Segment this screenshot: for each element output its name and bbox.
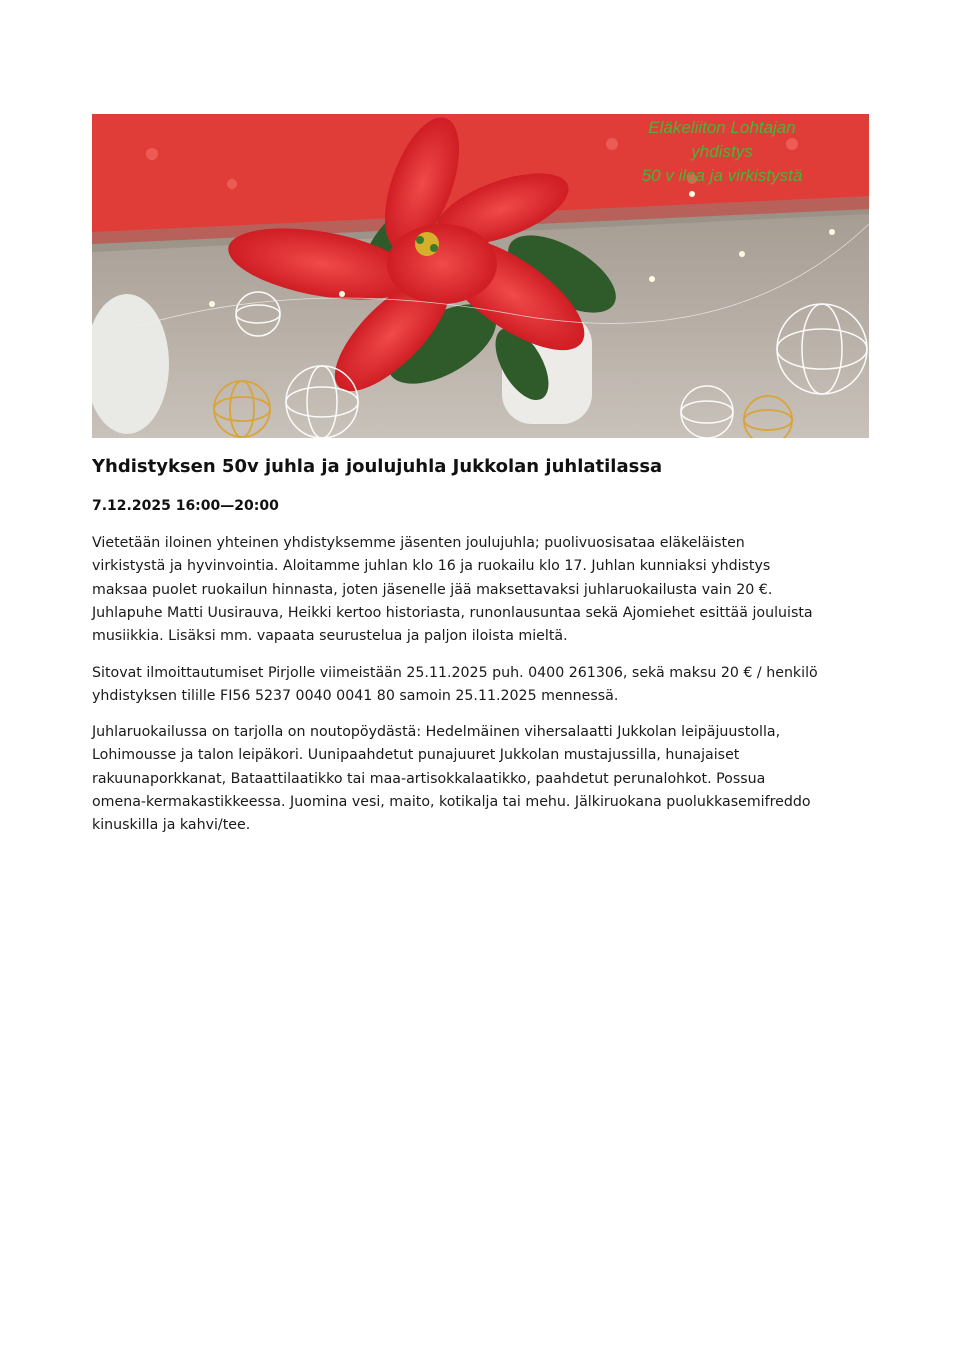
paragraph-line: virkistystä ja hyvinvointia. Aloitamme juhlan klo 16 ja ruokailu klo 17. Juhlan kunniaksi yhdistys (92, 558, 771, 575)
paragraph-line: omena-kermakastikkeessa. Juomina vesi, maito, kotikalja tai mehu. Jälkiruokana puolukkasemifreddo (92, 793, 811, 810)
paragraph-line: musiikkia. Lisäksi mm. vapaata seurustelua ja paljon iloista mieltä. (92, 628, 568, 645)
paragraph-line: Juhlaruokailussa on tarjolla on noutopöydästä: Hedelmäinen vihersalaatti Jukkolan leipäjuustolla, (92, 724, 781, 740)
banner-overlay-text (572, 116, 869, 188)
banner-line-3: 50 v iloa ja virkistystä (641, 166, 803, 185)
paragraph-line: maksaa puolet ruokailun hinnasta, joten jäsenelle jää maksettavaksi juhlaruokailusta vain 20 €. (92, 581, 773, 598)
paragraph-line: Lohimousse ja talon leipäkori. Uunipaahdetut punajuuret Jukkolan mustajussilla, hunajaiset (92, 747, 740, 764)
event-datetime: 7.12.2025 16:00—20:00 (92, 498, 279, 514)
paragraph-intro (92, 532, 882, 648)
paragraph-menu (92, 721, 882, 837)
paragraph-line: Vietetään iloinen yhteinen yhdistyksemme jäsenten joulujuhla; puolivuosisataa eläkeläisten (92, 535, 745, 551)
paragraph-line: kinuskilla ja kahvi/tee. (92, 817, 251, 834)
paragraph-line: Juhlapuhe Matti Uusirauva, Heikki kertoo historiasta, runonlausuntaa sekä Ajomiehet esittää jouluista (92, 604, 813, 621)
paragraph-line: yhdistyksen tilille FI56 5237 0040 0041 80 samoin 25.11.2025 mennessä. (92, 688, 619, 705)
article-title: Yhdistyksen 50v juhla ja joulujuhla Jukkolan juhlatilassa (92, 456, 663, 477)
banner-line-1: Eläkeliiton Lohtajan (648, 118, 796, 137)
banner-line-2: yhdistys (691, 142, 753, 161)
poinsettia-banner-image (92, 114, 869, 438)
paragraph-line: Sitovat ilmoittautumiset Pirjolle viimeistään 25.11.2025 puh. 0400 261306, sekä maksu 20 € / henkilö (92, 665, 818, 681)
paragraph-line: rakuunaporkkanat, Bataattilaatikko tai maa-artisokkalaatikko, paahdetut perunalohkot. Possua (92, 770, 766, 787)
paragraph-registration (92, 662, 882, 709)
